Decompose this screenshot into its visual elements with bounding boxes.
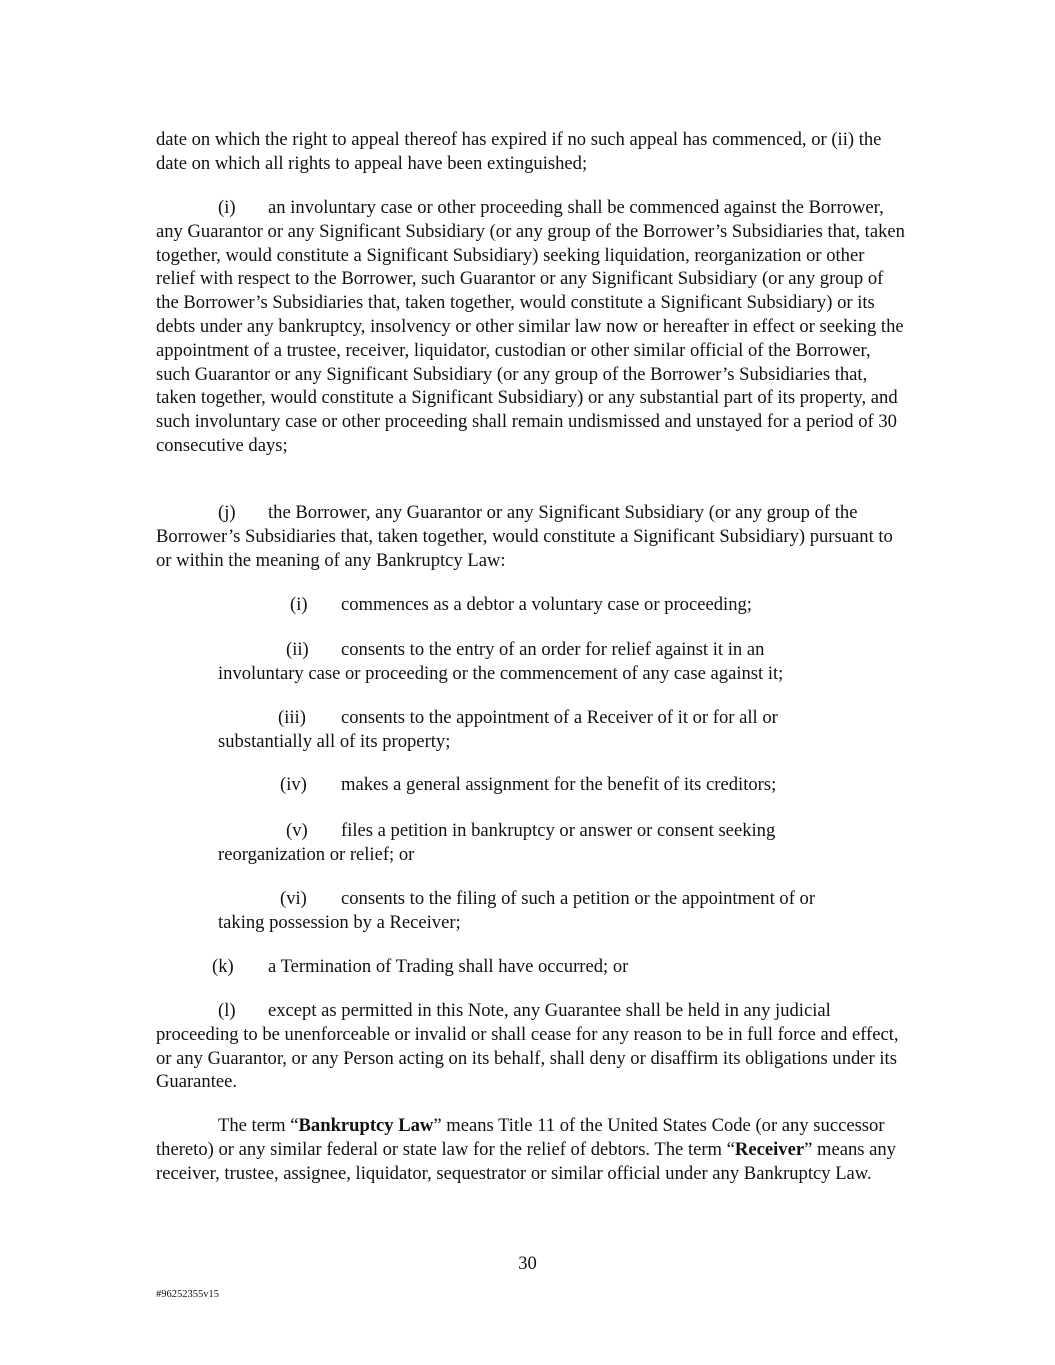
clause-i-paragraph [156,196,906,458]
clause-j-item-number: (iv) [280,774,307,795]
term-bankruptcy-law: Bankruptcy Law [298,1115,434,1136]
clause-j-item-continuation: taking possession by a Receiver; [218,911,461,933]
clause-j-item-number: (iii) [278,707,306,728]
clause-k-text: a Termination of Trading shall have occurred; or [268,956,629,977]
term-receiver: Receiver [734,1138,805,1160]
clause-j-paragraph [156,501,906,572]
definitions-text-2: ” means any receiver, trustee, assignee, liquidator, sequestrator or similar official under any Bankruptcy Law. [156,1138,896,1184]
clause-l-paragraph [156,999,906,1094]
clause-i-number: (i) [218,197,236,218]
clause-j-item-text: makes a general assignment for the benefit of its creditors; [341,774,777,795]
document-id: #96252355v15 [156,1289,219,1300]
clause-j-item [218,638,898,686]
clause-j-number: (j) [218,502,236,523]
clause-j-item-text: commences as a debtor a voluntary case or proceeding; [341,594,752,615]
clause-l-text: except as permitted in this Note, any Guarantee shall be held in any judicial proceeding to be unenforceable or invalid or shall cease for any reason to be in full force and effect, or any Guarantor, or any Person acting on its behalf, shall deny or disaffirm its obligations under its Guarantee. [156,1000,899,1093]
clause-j-item-text: consents to the filing of such a petition or the appointment of or [341,888,816,909]
clause-j-item-number: (i) [290,594,308,615]
clause-j-item [218,706,898,754]
clause-j-item-continuation: involuntary case or proceeding or the commencement of any case against it; [218,662,784,684]
continuation-text: date on which the right to appeal thereof has expired if no such appeal has commenced, or (ii) the date on which all rights to appeal have been extinguished; [156,129,882,174]
clause-j-item-text: consents to the entry of an order for relief against it in an [341,639,765,660]
clause-j-item [218,773,898,797]
clause-j-item [218,819,898,867]
page-number: 30 [518,1253,537,1274]
clause-j-item-continuation: substantially all of its property; [218,730,451,752]
clause-i-text: an involuntary case or other proceeding shall be commenced against the Borrower, any Guarantor or any Significant Subsidiary (or any group of the Borrower’s Subsidiaries that, taken together, would constitute a Significant Subsidiary) seeking liquidation, reorganization or other relief with respect to the Borrower, such Guarantor or any Significant Subsidiary (or any group of the Borrower’s Subsidiaries that, taken together, would constitute a Significant Subsidiary) or its debts under any bankruptcy, insolvency or other similar law now or hereafter in effect or seeking the appointment of a trustee, receiver, liquidator, custodian or other similar official of the Borrower, such Guarantor or any Significant Subsidiary (or any group of the Borrower’s Subsidiaries that, taken together, would constitute a Significant Subsidiary) or any substantial part of its property, and such involuntary case or other proceeding shall remain undismissed and unstayed for a period of 30 consecutive days; [156,197,905,456]
clause-j-text: the Borrower, any Guarantor or any Significant Subsidiary (or any group of the Borrower’s Subsidiaries that, taken together, would constitute a Significant Subsidiary) pursuant to or within the meaning of any Bankruptcy Law: [156,502,893,571]
clause-k-paragraph [156,955,906,979]
definitions-intro: The term “ [218,1115,299,1136]
clause-j-item-text: files a petition in bankruptcy or answer or consent seeking [341,820,776,841]
definitions-paragraph [156,1114,906,1185]
clause-j-item-continuation: reorganization or relief; or [218,843,415,865]
clause-l-number: (l) [218,1000,236,1021]
clause-j-item-number: (vi) [280,888,307,909]
clause-j-item-text: consents to the appointment of a Receiver of it or for all or [341,707,778,728]
clause-j-item-number: (v) [286,820,308,841]
definitions-text-1: ” means Title 11 of the United States Code (or any successor thereto) or any similar federal or state law for the relief of debtors. The term “ [156,1115,885,1160]
clause-j-item [218,887,898,935]
continuation-paragraph [156,128,906,176]
clause-j-item-number: (ii) [286,639,309,660]
clause-j-item [218,593,898,617]
clause-k-number: (k) [212,956,234,977]
